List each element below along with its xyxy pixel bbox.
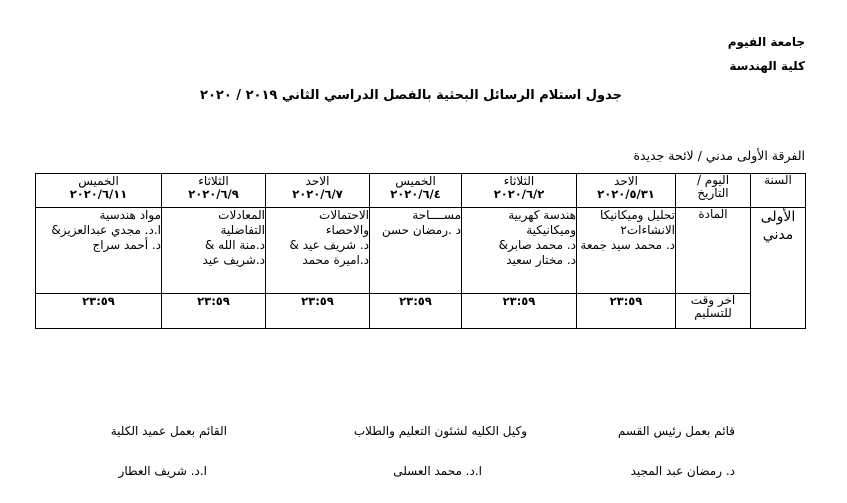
subject-row: [36, 208, 806, 294]
subject-cell: تحليل وميكانيكا الانشاءات٢ د. محمد سيد جمعة: [577, 208, 676, 294]
schedule-table: [35, 173, 806, 329]
day-name: الاحد: [305, 174, 330, 188]
day-date: ٢٠٢٠/٦/٧: [292, 187, 343, 201]
day-date: ٢٠٢٠/٥/٣١: [597, 187, 655, 201]
day-date: ٢٠٢٠/٦/٤: [390, 187, 441, 201]
document-title: جدول استلام الرسائل البحثية بالفصل الدراسي الثاني ٢٠١٩ / ٢٠٢٠: [200, 88, 622, 103]
deadline-cell: ٢٣:٥٩: [36, 294, 162, 329]
signature-title-vice-dean: وكيل الكليه لشئون التعليم والطلاب: [353, 424, 527, 438]
day-date: ٢٠٢٠/٦/١١: [69, 187, 128, 201]
document-subtitle: الفرقة الأولى مدني / لائحة جديدة: [633, 148, 805, 163]
day-header-cell: [36, 174, 162, 208]
signature-name-dean: ا.د. شريف العطار: [118, 464, 207, 478]
deadline-cell: ٢٣:٥٩: [462, 294, 577, 329]
day-name: الاحد: [614, 174, 638, 188]
signature-title-head: قائم بعمل رئيس القسم: [617, 424, 735, 438]
day-name: الخميس: [78, 174, 119, 188]
day-name: الثلاثاء: [503, 174, 535, 188]
day-date: ٢٠٢٠/٦/٢: [493, 187, 545, 201]
deadline-cell: ٢٣:٥٩: [577, 294, 676, 329]
university-name: جامعة الفيوم: [727, 35, 805, 49]
day-header-cell: [370, 174, 462, 208]
subject-label: المادة: [676, 208, 751, 294]
header-row: [36, 174, 806, 208]
signature-title-dean: القائم بعمل عميد الكلية: [110, 424, 227, 438]
day-header-cell: [577, 174, 676, 208]
subject-cell: الاحتمالات والاحصاء د. شريف عيد & د.اميرة محمد: [266, 208, 370, 294]
year-header: السنة: [751, 174, 806, 208]
year-cell: الأولى مدني: [751, 208, 806, 329]
day-name: الخميس: [395, 174, 436, 188]
subject-cell: مســــاحة د .رمضان حسن: [370, 208, 462, 294]
faculty-name: كلية الهندسة: [729, 59, 805, 73]
subject-cell: هندسة كهربية وميكانيكية د. محمد صابر& د. مختار سعيد: [462, 208, 577, 294]
deadline-label: اخر وقت للتسليم: [676, 294, 751, 329]
deadline-cell: ٢٣:٥٩: [370, 294, 462, 329]
day-header-cell: [266, 174, 370, 208]
deadline-cell: ٢٣:٥٩: [266, 294, 370, 329]
deadline-row: [36, 294, 806, 329]
daydate-header: اليوم / التاريخ: [676, 174, 751, 208]
day-date: ٢٠٢٠/٦/٩: [188, 187, 239, 201]
day-header-cell: [162, 174, 266, 208]
day-name: الثلاثاء: [198, 174, 229, 188]
signature-name-head: د. رمضان عبد المجيد: [630, 464, 735, 478]
deadline-cell: ٢٣:٥٩: [162, 294, 266, 329]
signature-name-vice-dean: ا.د. محمد العسلى: [393, 464, 482, 478]
subject-cell: مواد هندسية ا.د. مجدي عبدالعزيز& د. أحمد سراج: [36, 208, 162, 294]
day-header-cell: [462, 174, 577, 208]
subject-cell: المعادلات التفاضلية د.منة الله & د.شريف عيد: [162, 208, 266, 294]
